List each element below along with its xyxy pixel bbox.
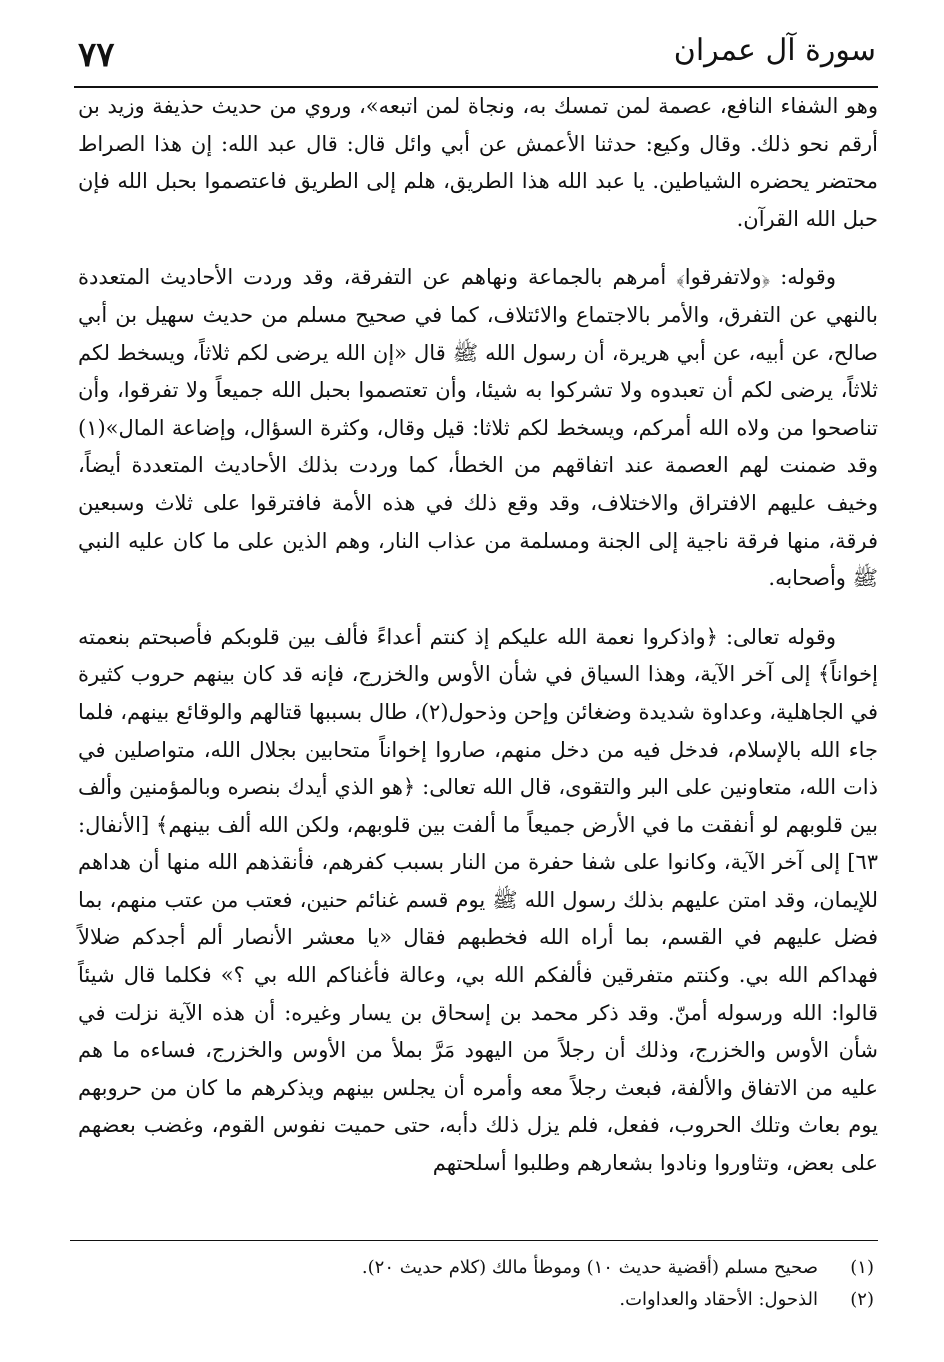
footnote-2 xyxy=(78,1284,874,1316)
footnote-divider xyxy=(70,1240,878,1241)
footnote-number: (١) xyxy=(850,1257,874,1278)
surah-title: سورة آل عمران xyxy=(673,33,876,68)
page-number: ٧٧ xyxy=(78,35,115,75)
footnote-1 xyxy=(78,1252,874,1284)
page-header xyxy=(74,28,878,88)
footnote-text: صحيح مسلم (أقضية حديث ١٠) وموطأ مالك (كلام حديث ٢٠). xyxy=(361,1257,818,1278)
paragraph-3: وقوله تعالى: ﴿واذكروا نعمة الله عليكم إذ كنتم أعداءً فألف بين قلوبكم فأصبحتم بنعمته إخواناً﴾ إلى آخر الآية، وهذا السياق في شأن الأوس والخزرج، فإنه قد كان بينهم حروب كثيرة في الجاهلية، وعداوة شديدة وضغائن وإحن وذحول(٢)، طال بسببها قتالهم والوقائع بينهم، فلما جاء الله بالإسلام، فدخل فيه من دخل منهم، صاروا إخواناً متحابين بجلال الله، متواصلين في ذات الله، متعاونين على البر والتقوى، قال الله تعالى: ﴿هو الذي أيدك بنصره وبالمؤمنين وألف بين قلوبهم لو أنفقت ما في الأرض جميعاً ما ألفت بين قلوبهم، ولكن الله ألف بينهم﴾ [الأنفال: ٦٣] إلى آخر الآية، وكانوا على شفا حفرة من النار بسبب كفرهم، فأنقذهم الله منها أن هداهم للإيمان، وقد امتن عليهم بذلك رسول الله ﷺ يوم قسم غنائم حنين، فعتب من عتب منهم، بما فضل عليهم في القسم، بما أراه الله فخطبهم فقال «يا معشر الأنصار ألم أجدكم ضلالاً فهداكم الله بي. وكنتم متفرقين فألفكم الله بي، وعالة فأغناكم الله بي ؟» فكلما قال شيئاً قالوا: الله ورسوله أمنّ. وقد ذكر محمد بن إسحاق بن يسار وغيره: أن هذه الآية نزلت في شأن الأوس والخزرج، وذلك أن رجلاً من اليهود مَرَّ بملأ من الأوس والخزرج، فساءه ما هم عليه من الاتفاق والألفة، فبعث رجلاً معه وأمره أن يجلس بينهم ويذكرهم ما كان من حروبهم يوم بعاث وتلك الحروب، ففعل، فلم يزل ذلك دأبه، حتى حميت نفوس القوم، وغضب بعضهم على بعض، وتثاوروا ونادوا بشعارهم وطلبوا أسلحتهم xyxy=(78,624,879,1176)
paragraph-1: وهو الشفاء النافع، عصمة لمن تمسك به، ونجاة لمن اتبعه»، وروي من حديث حذيفة وزيد بن أرقم نحو ذلك. وقال وكيع: حدثنا الأعمش عن أبي وائل قال: قال عبد الله: إن هذا الصراط محتضر يحضره الشياطين. يا عبد الله هذا الطريق، هلم إلى الطريق فاعتصموا بحبل الله فإن حبل الله القرآن. xyxy=(78,94,878,231)
footnote-number: (٢) xyxy=(850,1289,874,1310)
footnotes xyxy=(78,1252,874,1316)
footnote-text: الذحول: الأحقاد والعداوات. xyxy=(619,1289,818,1310)
paragraph-2: وقوله: ﴿ولاتفرقوا﴾ أمرهم بالجماعة ونهاهم عن التفرقة، وقد وردت الأحاديث المتعددة بالنهي عن التفرق، والأمر بالاجتماع والائتلاف، كما في صحيح مسلم من حديث سهيل بن أبي صالح، عن أبيه، عن أبي هريرة، أن رسول الله ﷺ قال «إن الله يرضى لكم ثلاثاً، ويسخط لكم ثلاثاً، يرضى لكم أن تعبدوه ولا تشركوا به شيئا، وأن تعتصموا بحبل الله جميعاً ولا تفرقوا، وأن تناصحوا من ولاه الله أمركم، ويسخط لكم ثلاثا: قيل وقال، وكثرة السؤال، وإضاعة المال»(١) وقد ضمنت لهم العصمة عند اتفاقهم من الخطأ، كما وردت بذلك الأحاديث المتعددة أيضاً، وخيف عليهم الافتراق والاختلاف، وقد وقع ذلك في هذه الأمة فافترقوا على ثلاث وسبعين فرقة، منها فرقة ناجية إلى الجنة ومسلمة من عذاب النار، وهم الذين على ما كان عليه النبي ﷺ وأصحابه. xyxy=(78,265,878,591)
main-text xyxy=(78,88,878,1183)
